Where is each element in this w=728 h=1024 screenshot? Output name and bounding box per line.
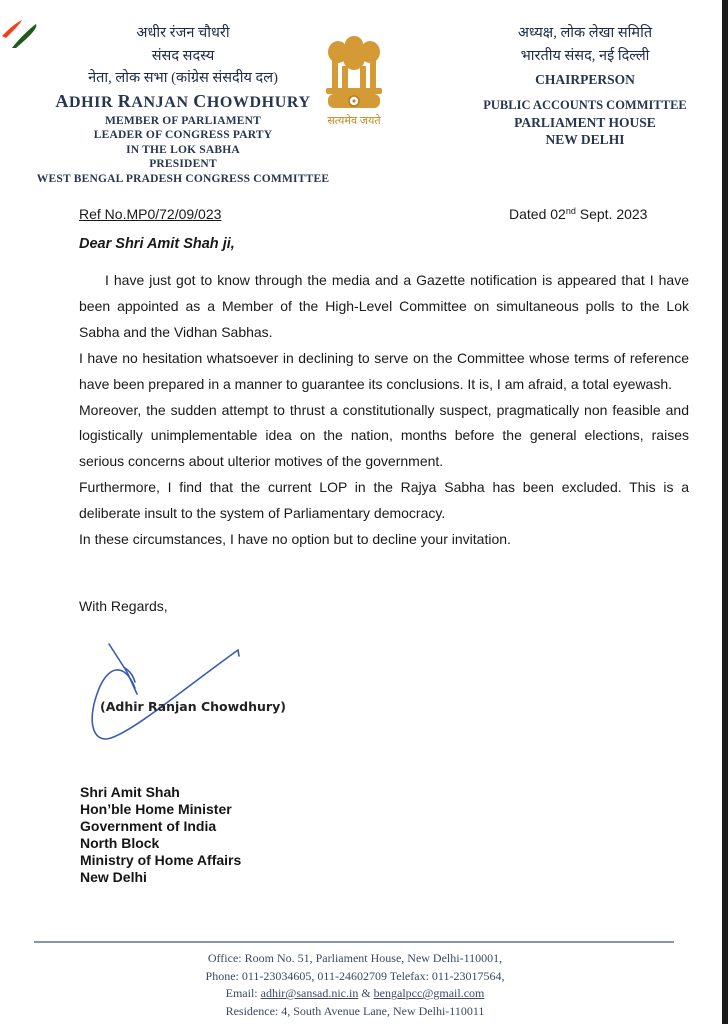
title-president: PRESIDENT xyxy=(149,158,217,170)
body-paragraph: I have no hesitation whatsoever in declining to serve on the Committee whose terms of reference have been prepared in a manner to guarantee its conclusions. It is, I am afraid, a total eyewash. xyxy=(79,349,689,392)
letter-date xyxy=(509,206,647,222)
footer-office: Office: Room No. 51, Parliament House, New Delhi-110001, xyxy=(207,951,503,965)
name-part: ANJAN xyxy=(131,93,194,111)
sender-name xyxy=(28,90,338,114)
body-paragraph: I have just got to know through the media and a Gazette notification is appeared that I have been appointed as a Member of the High-Level Committee on simultaneous polls to the Lok Sabha and the Vidhan Sabhas. xyxy=(79,272,689,340)
title-wbpcc: WEST BENGAL PRADESH CONGRESS COMMITTEE xyxy=(36,172,330,185)
email-link-bengalpcc[interactable]: bengalpcc@gmail.com xyxy=(373,986,485,1000)
hindi-name: अधीर रंजन चौधरी xyxy=(136,25,230,41)
title-lok-sabha: IN THE LOK SABHA xyxy=(126,143,240,156)
hindi-parliament-line: भारतीय संसद, नई दिल्ली xyxy=(520,47,650,64)
hindi-title: संसद सदस्य xyxy=(151,47,215,64)
date-suffix: Sept. 2023 xyxy=(575,206,648,222)
name-part: HOWDHURY xyxy=(206,93,311,111)
date-prefix: Dated 02 xyxy=(509,206,566,222)
footer-phone: Phone: 011-23034605, 011-24602709 Telefax: 011-23017564, xyxy=(205,968,505,983)
addressee-title: Hon’ble Home Minister xyxy=(80,801,232,817)
emblem-motto: सत्यमेव जयते xyxy=(327,115,381,127)
letterhead-left xyxy=(28,22,338,186)
closing: With Regards, xyxy=(79,598,168,614)
addressee-government: Government of India xyxy=(80,818,217,834)
body-paragraph: Moreover, the sudden attempt to thrust a constitutionally suspect, pragmatically non feasible and logistically unimplementable idea on the nation, months before the general elections, raises serious concerns about ulterior motives of the government. xyxy=(79,401,689,470)
addressee-block xyxy=(80,784,241,886)
city: NEW DELHI xyxy=(545,132,625,147)
salutation: Dear Shri Amit Shah ji, xyxy=(79,236,235,252)
name-part: DHIR xyxy=(68,93,118,111)
scan-edge-strip xyxy=(722,0,728,1024)
footer-email xyxy=(130,985,580,1003)
title-leader: LEADER OF CONGRESS PARTY xyxy=(93,129,273,141)
addressee-city: New Delhi xyxy=(80,869,147,885)
body-paragraph: In these circumstances, I have no option but to decline your invitation. xyxy=(79,531,511,548)
footer-contact xyxy=(130,950,580,1020)
name-initial: C xyxy=(193,90,207,111)
handwritten-signature-icon xyxy=(85,638,245,748)
parliament-house: PARLIAMENT HOUSE xyxy=(514,115,656,130)
letter-body xyxy=(79,268,689,553)
email-label: Email: xyxy=(225,986,261,1000)
hindi-chair-line: अध्यक्ष, लोक लेखा समिति xyxy=(517,25,653,41)
body-paragraph: Furthermore, I find that the current LOP in the Rajya Sabha has been excluded. This is a deliberate insult to the system of Parliamentary democracy. xyxy=(79,479,689,522)
letterhead-right xyxy=(455,22,715,148)
addressee-ministry: Ministry of Home Affairs xyxy=(80,852,242,868)
date-ordinal: nd xyxy=(565,206,576,216)
addressee-name: Shri Amit Shah xyxy=(80,784,180,800)
name-initial: R xyxy=(117,90,132,111)
email-link-sansad[interactable]: adhir@sansad.nic.in xyxy=(260,986,359,1000)
footer-residence: Residence: 4, South Avenue Lane, New Delhi-110011 xyxy=(225,1003,485,1018)
title-mp: MEMBER OF PARLIAMENT xyxy=(104,114,262,127)
addressee-building: North Block xyxy=(80,835,160,851)
email-joiner: & xyxy=(358,986,374,1000)
committee-name: PUBLIC ACCOUNTS COMMITTEE xyxy=(483,98,687,112)
chairperson-title: CHAIRPERSON xyxy=(535,72,635,87)
name-initial: A xyxy=(55,90,69,111)
signatory-name: (Adhir Ranjan Chowdhury) xyxy=(100,699,286,714)
footer-divider xyxy=(34,941,674,943)
reference-number: Ref No.MP0/72/09/023 xyxy=(79,206,222,222)
hindi-role: नेता, लोक सभा (कांग्रेस संसदीय दल) xyxy=(88,70,278,86)
